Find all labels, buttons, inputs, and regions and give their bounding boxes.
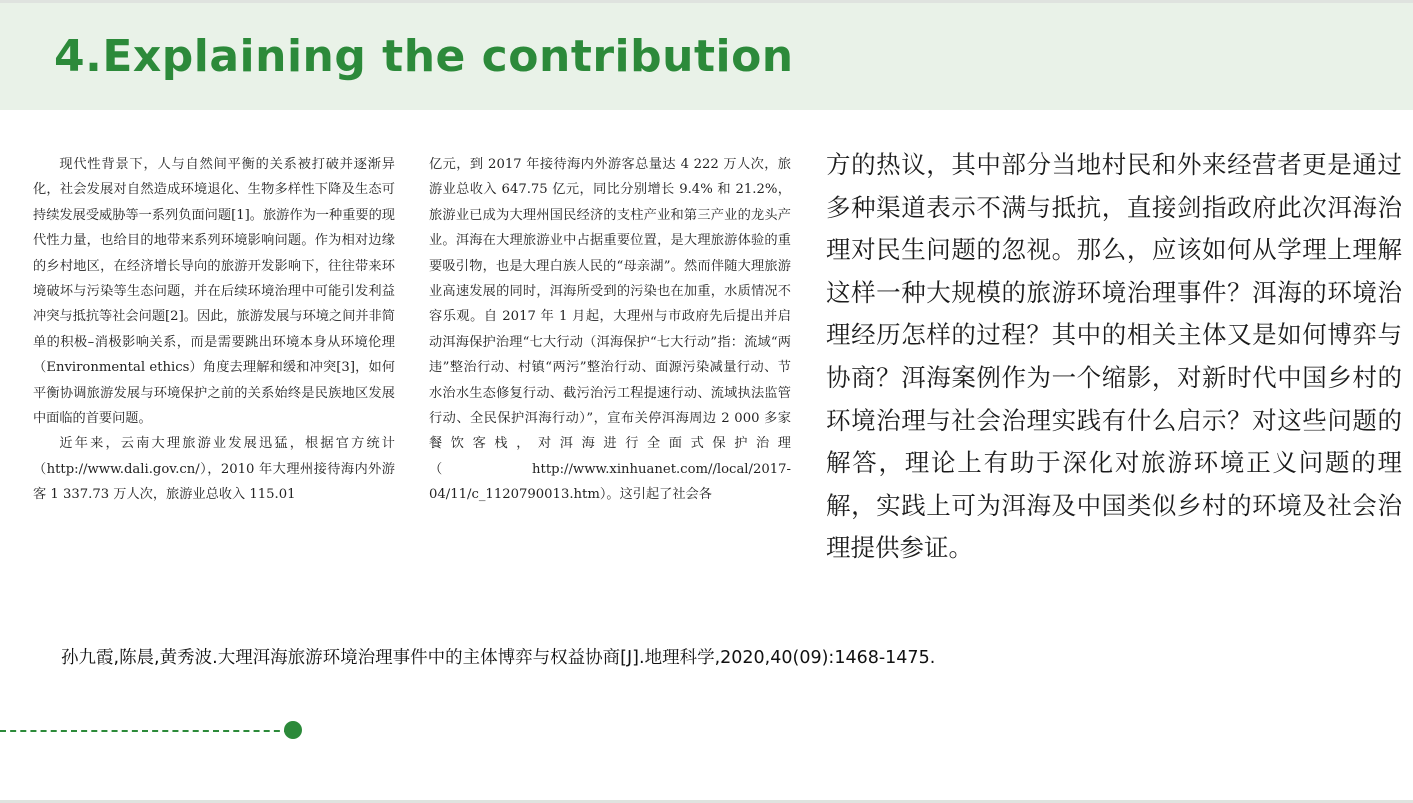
article-paragraph: 方的热议，其中部分当地村民和外来经营者更是通过多种渠道表示不满与抵抗，直接剑指政府此次洱海治理对民生问题的忽视。那么，应该如何从学理上理解这样一种大规模的旅游环境治理事件？洱海的环境治理经历怎样的过程？其中的相关主体又是如何博弈与协商？洱海案例作为一个缩影，对新时代中国乡村的环境治理与社会治理实践有什么启示？对这些问题的解答，理论上有助于深化对旅游环境正义问题的理解，实践上可为洱海及中国类似乡村的环境及社会治理提供参证。: [826, 150, 1402, 563]
connector-dot: [284, 721, 302, 739]
reference-citation: 孙九霞,陈晨,黄秀波.大理洱海旅游环境治理事件中的主体博弈与权益协商[J].地理科学,2020,40(09):1468-1475.: [61, 648, 936, 668]
title-band: [0, 3, 1413, 110]
dashed-connector-line: [0, 730, 290, 732]
article-column-middle: [429, 152, 791, 508]
article-paragraph: 近年来，云南大理旅游业发展迅猛，根据官方统计（http://www.dali.gov.cn/），2010 年大理州接待海内外游客 1 337.73 万人次，旅游业总收入 115.01: [33, 436, 395, 503]
article-paragraph: 亿元，到 2017 年接待海内外游客总量达 4 222 万人次，旅游业总收入 647.75 亿元，同比分别增长 9.4% 和 21.2%，旅游业已成为大理州国民经济的支柱产业和第三产业的龙头产业。洱海在大理旅游业中占据重要位置，是大理旅游体验的重要吸引物，也是大理白族人民的“母亲湖”。然而伴随大理旅游业高速发展的同时，洱海所受到的污染也在加重，水质情况不容乐观。自 2017 年 1 月起，大理州与市政府先后提出并启动洱海保护治理“七大行动（洱海保护“七大行动”指：流域“两违”整治行动、村镇“两污”整治行动、面源污染减量行动、节水治水生态修复行动、截污治污工程提速行动、流域执法监管行动、全民保护洱海行动）”，宣布关停洱海周边 2 000 多家餐饮客栈，对洱海进行全面式保护治理（http://www.xinhuanet.com//local/2017-04/11/c_1120790013.htm）。这引起了社会各: [429, 157, 791, 503]
article-column-left: [33, 152, 395, 508]
slide-title: 4.Explaining the contribution: [54, 31, 794, 82]
article-column-right-enlarged: [826, 144, 1402, 570]
article-paragraph: 现代性背景下，人与自然间平衡的关系被打破并逐渐异化，社会发展对自然造成环境退化、生物多样性下降及生态可持续发展受威胁等一系列负面问题[1]。旅游作为一种重要的现代性力量，也给目的地带来系列环境影响问题。作为相对边缘的乡村地区，在经济增长导向的旅游开发影响下，往往带来环境破坏与污染等生态问题，并在后续环境治理中可能引发利益冲突与抵抗等社会问题[2]。因此，旅游发展与环境之间并非简单的积极–消极影响关系，而是需要跳出环境本身从环境伦理（Environmental ethics）角度去理解和缓和冲突[3]，如何平衡协调旅游发展与环境保护之前的关系始终是民族地区发展中面临的首要问题。: [33, 157, 395, 427]
